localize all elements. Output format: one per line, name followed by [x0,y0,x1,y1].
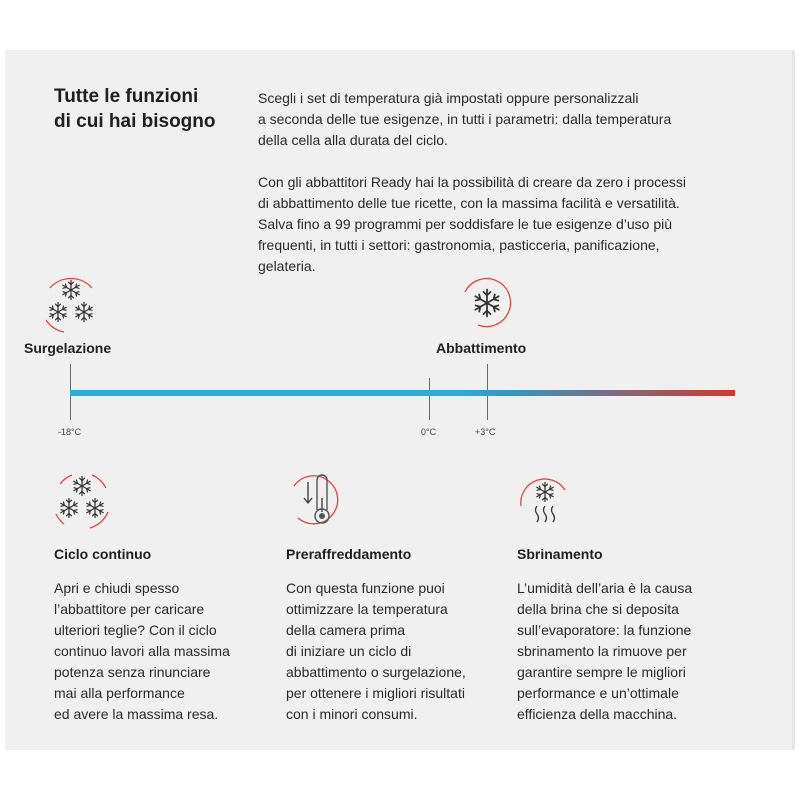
section-title-line-2: di cui hai bisogno [54,111,216,132]
surgelazione-label: Surgelazione [24,340,112,356]
feature-line: continuo lavori alla massima [54,643,230,659]
intro-line: Con gli abbattitori Ready hai la possibilità di creare da zero i processi [258,174,686,190]
temp-label-minus18: -18°C [58,427,82,437]
abbattimento-snowflake-icon [458,276,516,330]
feature-text-sbrinamento [517,578,737,725]
feature-line: sbrinamento la rimuove per [517,643,687,659]
temperature-gradient-bar [70,390,735,396]
feature-line: di iniziare un ciclo di [286,643,412,659]
intro-line: Salva fino a 99 programmi per soddisfare le tue esigenze d’uso più [258,216,673,232]
feature-line: della camera prima [286,622,406,638]
feature-line: della brina che si deposita [517,601,679,617]
intro-line: a seconda delle tue esigenze, in tutti i parametri: dalla temperatura [258,111,672,127]
intro-line: Scegli i set di temperatura già impostati oppure personalizzali [258,90,639,106]
intro-text [258,88,738,277]
temp-label-plus3: +3°C [475,427,496,437]
intro-paragraph-2 [258,172,738,277]
panel-edge [792,50,795,750]
intro-line: di abbattimento delle tue ricette, con la massima facilità e versatilità. [258,195,680,211]
feature-line: Apri e chiudi spesso [54,580,180,596]
intro-paragraph-1 [258,88,738,151]
feature-title-ciclo-continuo: Ciclo continuo [54,546,152,562]
feature-text-preraffreddamento [286,578,506,725]
feature-line: per ottenere i migliori risultati [286,685,465,701]
thermometer-icon [286,472,342,530]
defrost-icon [515,472,571,530]
feature-line: performance e un’ottimale [517,685,679,701]
intro-line: della cella alla durata del ciclo. [258,132,448,148]
intro-line: gelateria. [258,258,316,274]
abbattimento-label: Abbattimento [436,340,527,356]
feature-line: ottimizzare la temperatura [286,601,448,617]
surgelazione-snowflakes-icon [40,276,102,334]
feature-line: ulteriori teglie? Con il ciclo [54,622,217,638]
feature-title-preraffreddamento: Preraffreddamento [286,546,412,562]
feature-text-ciclo-continuo [54,578,274,725]
snowflakes-cycle-icon [50,470,114,532]
feature-line: garantire sempre le migliori [517,664,686,680]
section-title [54,84,216,134]
feature-title-sbrinamento: Sbrinamento [517,546,603,562]
tick-zero [429,378,430,420]
feature-line: sull’evaporatore: la funzione [517,622,692,638]
feature-line: con i minori consumi. [286,706,418,722]
feature-line: l’abbattitore per caricare [54,601,205,617]
section-title-line-1: Tutte le funzioni [54,86,199,107]
feature-line: efficienza della macchina. [517,706,678,722]
intro-line: frequenti, in tutti i settori: gastronomia, pasticceria, panificazione, [258,237,660,253]
feature-line: potenza senza rinunciare [54,664,211,680]
temp-label-zero: 0°C [421,427,437,437]
feature-line: ed avere la massima resa. [54,706,219,722]
feature-line: L’umidità dell’aria è la causa [517,580,693,596]
feature-line: abbattimento o surgelazione, [286,664,466,680]
feature-line: mai alla performance [54,685,185,701]
feature-line: Con questa funzione puoi [286,580,445,596]
